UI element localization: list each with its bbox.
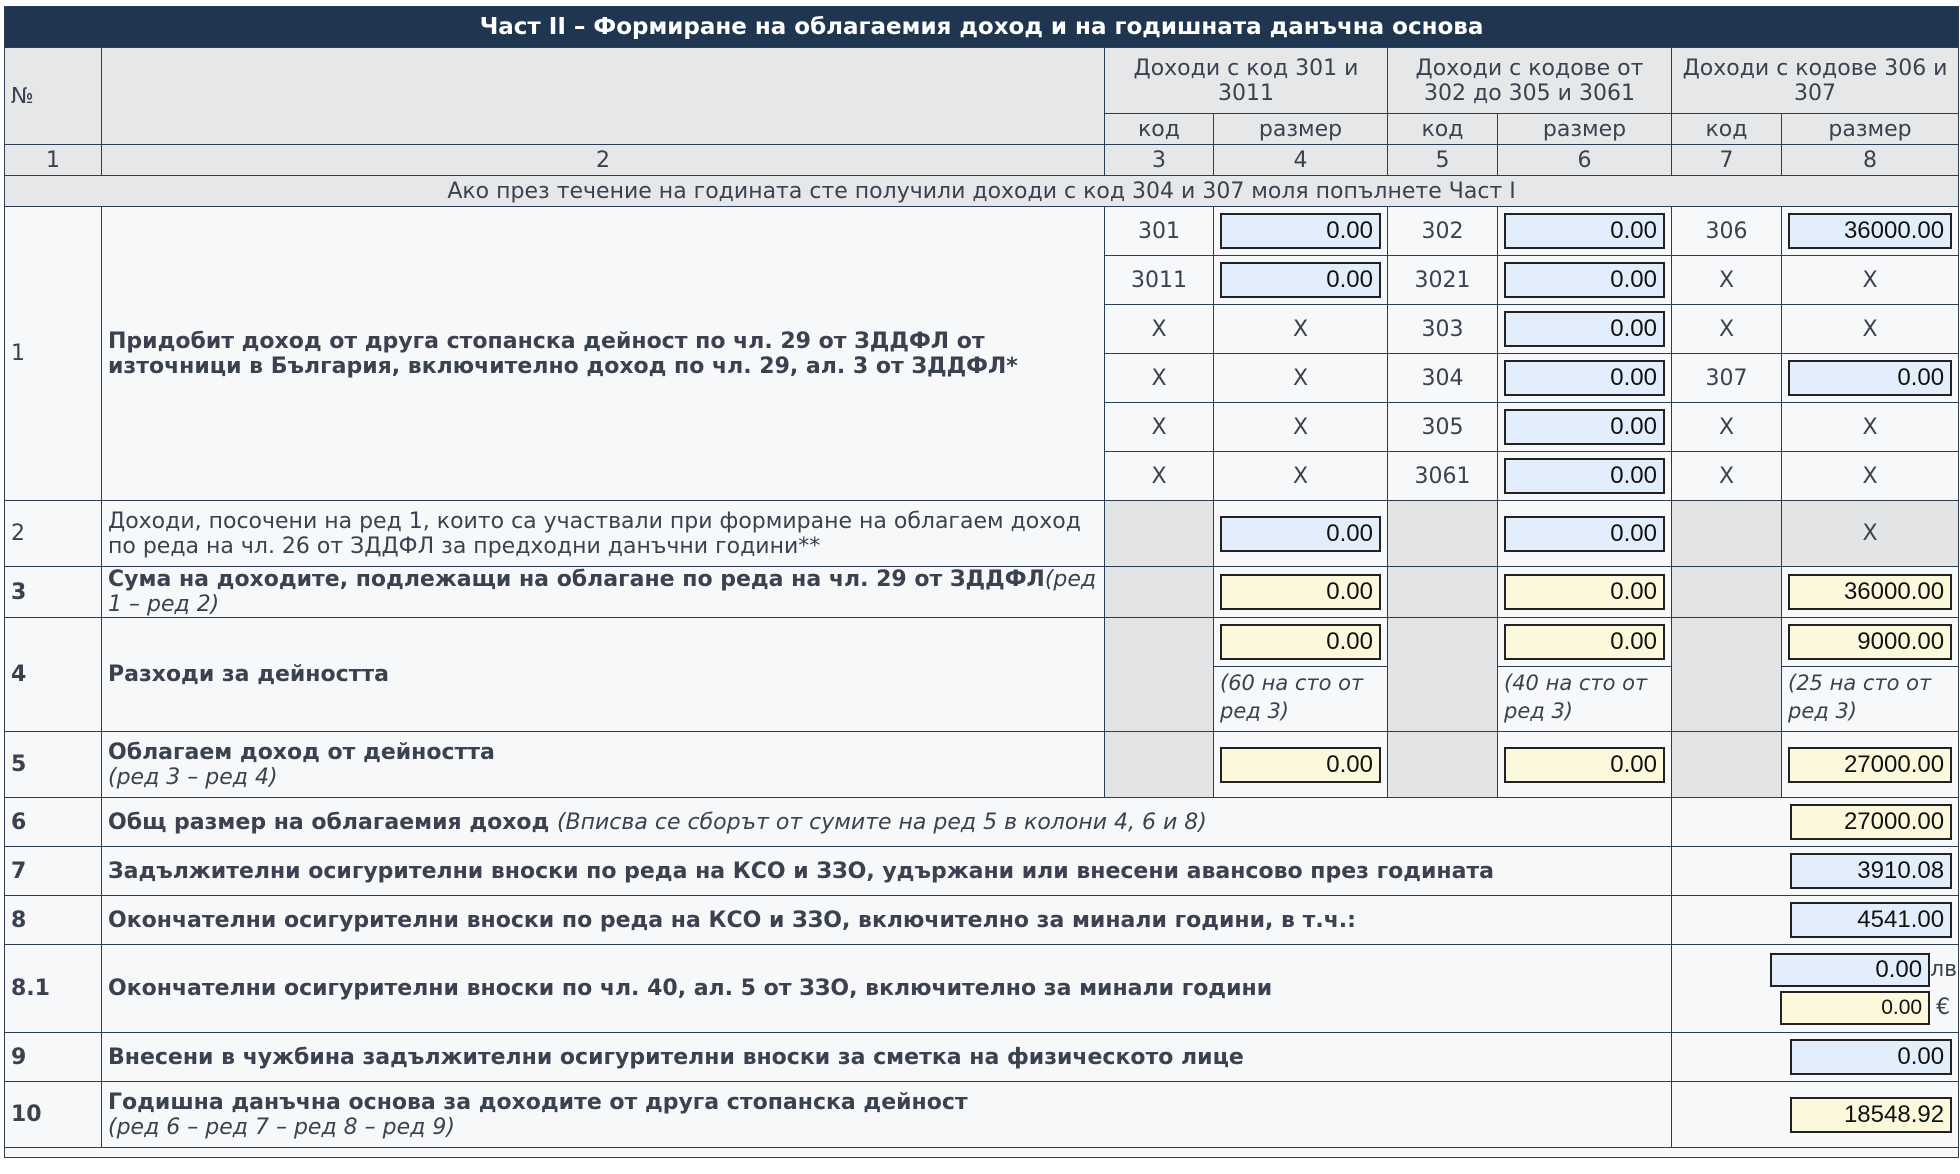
row-6-label: Общ размер на облагаемия доход bbox=[108, 809, 550, 835]
x-mark: X bbox=[1105, 452, 1214, 501]
income-304-input[interactable]: 0.00 bbox=[1504, 360, 1665, 396]
row-8-label: Окончателни осигурителни вноски по реда на КСО и ЗЗО, включително за минали години, в т.ч.: bbox=[102, 896, 1672, 945]
row-10-number: 10 bbox=[5, 1082, 102, 1148]
row-10-label: Годишна данъчна основа за доходите от друга стопанска дейност bbox=[108, 1089, 968, 1115]
row-8-1-label: Окончателни осигурителни вноски по чл. 40, ал. 5 от ЗЗО, включително за минали години bbox=[102, 945, 1672, 1033]
row-2-col-6-input[interactable]: 0.00 bbox=[1504, 516, 1665, 552]
row-5-formula: (ред 3 – ред 4) bbox=[108, 764, 278, 790]
row-8-number: 8 bbox=[5, 896, 102, 945]
income-3011-input[interactable]: 0.00 bbox=[1220, 262, 1381, 298]
x-mark: X bbox=[1214, 452, 1388, 501]
row-4-col-4-percent: (60 на сто от ред 3) bbox=[1214, 667, 1388, 732]
code-cell: 303 bbox=[1388, 305, 1498, 354]
part-two-table bbox=[4, 6, 1959, 1158]
header-amount: размер bbox=[1782, 114, 1959, 145]
code-cell: 3011 bbox=[1105, 256, 1214, 305]
header-group-306: Доходи с кодове 306 и 307 bbox=[1672, 48, 1959, 114]
row-10-formula: (ред 6 – ред 7 – ред 8 – ред 9) bbox=[108, 1114, 455, 1140]
header-code: код bbox=[1388, 114, 1498, 145]
column-number: 5 bbox=[1388, 145, 1498, 176]
currency-bgn-label: лв bbox=[1930, 957, 1958, 982]
column-number: 4 bbox=[1214, 145, 1388, 176]
disabled-cell bbox=[1672, 618, 1782, 732]
row-1-label: Придобит доход от друга стопанска дейност по чл. 29 от ЗДДФЛ от източници в България, включително доход по чл. 29, ал. 3 от ЗДДФЛ* bbox=[102, 207, 1105, 501]
income-305-input[interactable]: 0.00 bbox=[1504, 409, 1665, 445]
row-4-col-6-value: 0.00 bbox=[1504, 624, 1665, 660]
column-number: 8 bbox=[1782, 145, 1959, 176]
disabled-cell bbox=[1672, 732, 1782, 798]
income-302-input[interactable]: 0.00 bbox=[1504, 213, 1665, 249]
row-3-col-6-value: 0.00 bbox=[1504, 574, 1665, 610]
row-8-1-number: 8.1 bbox=[5, 945, 102, 1033]
header-code: код bbox=[1672, 114, 1782, 145]
disabled-cell bbox=[1672, 567, 1782, 618]
disabled-cell bbox=[1105, 567, 1214, 618]
header-number: № bbox=[5, 48, 102, 145]
disabled-cell bbox=[1388, 618, 1498, 732]
row-4-col-8-value: 9000.00 bbox=[1788, 624, 1952, 660]
row-7-label: Задължителни осигурителни вноски по реда на КСО и ЗЗО, удържани или внесени авансово през годината bbox=[102, 847, 1672, 896]
column-number: 3 bbox=[1105, 145, 1214, 176]
row-6-note: (Вписва се сборът от сумите на ред 5 в колони 4, 6 и 8) bbox=[556, 809, 1207, 835]
x-mark: X bbox=[1105, 403, 1214, 452]
code-cell: 304 bbox=[1388, 354, 1498, 403]
code-cell: 305 bbox=[1388, 403, 1498, 452]
row-3-col-4-value: 0.00 bbox=[1220, 574, 1381, 610]
x-mark: X bbox=[1782, 305, 1959, 354]
header-amount: размер bbox=[1214, 114, 1388, 145]
row-3-number: 3 bbox=[5, 567, 102, 618]
code-cell: 3021 bbox=[1388, 256, 1498, 305]
disabled-cell bbox=[1388, 732, 1498, 798]
column-number: 2 bbox=[102, 145, 1105, 176]
x-mark: X bbox=[1214, 305, 1388, 354]
income-306-input[interactable]: 36000.00 bbox=[1788, 213, 1952, 249]
row-7-number: 7 bbox=[5, 847, 102, 896]
row-3-col-8-value: 36000.00 bbox=[1788, 574, 1952, 610]
header-code: код bbox=[1105, 114, 1214, 145]
row-9-input[interactable]: 0.00 bbox=[1790, 1039, 1952, 1075]
x-mark: X bbox=[1105, 305, 1214, 354]
income-3061-input[interactable]: 0.00 bbox=[1504, 458, 1665, 494]
row-4-number: 4 bbox=[5, 618, 102, 732]
header-group-302: Доходи с кодове от 302 до 305 и 3061 bbox=[1388, 48, 1672, 114]
income-307-input[interactable]: 0.00 bbox=[1788, 360, 1952, 396]
column-number: 7 bbox=[1672, 145, 1782, 176]
x-mark: X bbox=[1782, 256, 1959, 305]
currency-eur-label: € bbox=[1936, 995, 1951, 1020]
table-bottom-edge bbox=[5, 1148, 1959, 1158]
row-5-number: 5 bbox=[5, 732, 102, 798]
disabled-cell bbox=[1105, 732, 1214, 798]
row-6-value: 27000.00 bbox=[1790, 804, 1952, 840]
part-one-note: Ако през течение на годината сте получили доходи с код 304 и 307 моля попълнете Част I bbox=[5, 176, 1959, 207]
x-mark: X bbox=[1672, 256, 1782, 305]
row-9-number: 9 bbox=[5, 1033, 102, 1082]
x-mark: X bbox=[1105, 354, 1214, 403]
row-4-col-8-percent: (25 на сто от ред 3) bbox=[1782, 667, 1959, 732]
code-cell: 3061 bbox=[1388, 452, 1498, 501]
code-cell: 307 bbox=[1672, 354, 1782, 403]
x-mark: X bbox=[1672, 305, 1782, 354]
row-10-value: 18548.92 bbox=[1790, 1097, 1952, 1133]
x-mark: X bbox=[1782, 403, 1959, 452]
row-5-col-4-value: 0.00 bbox=[1220, 747, 1381, 783]
x-mark: X bbox=[1214, 403, 1388, 452]
row-5-col-8-value: 27000.00 bbox=[1788, 747, 1952, 783]
row-4-label: Разходи за дейността bbox=[102, 618, 1105, 732]
x-mark: X bbox=[1672, 403, 1782, 452]
row-2-label: Доходи, посочени на ред 1, които са участвали при формиране на облагаем доход по реда на чл. 26 от ЗДДФЛ за предходни данъчни години** bbox=[102, 501, 1105, 567]
code-cell: 301 bbox=[1105, 207, 1214, 256]
row-8-input[interactable]: 4541.00 bbox=[1790, 902, 1952, 938]
row-2-col-4-input[interactable]: 0.00 bbox=[1220, 516, 1381, 552]
row-5-label: Облагаем доход от дейността bbox=[108, 739, 495, 765]
row-7-input[interactable]: 3910.08 bbox=[1790, 853, 1952, 889]
disabled-cell bbox=[1672, 501, 1782, 567]
section-title: Част II – Формиране на облагаемия доход и на годишната данъчна основа bbox=[5, 7, 1959, 48]
x-mark: X bbox=[1214, 354, 1388, 403]
row-9-label: Внесени в чужбина задължителни осигурителни вноски за сметка на физическото лице bbox=[102, 1033, 1672, 1082]
income-303-input[interactable]: 0.00 bbox=[1504, 311, 1665, 347]
row-3-formula: (ред 1 – ред 2) bbox=[108, 567, 1097, 617]
row-4-col-4-value: 0.00 bbox=[1220, 624, 1381, 660]
row-1-number: 1 bbox=[5, 207, 102, 501]
x-mark: X bbox=[1672, 452, 1782, 501]
row-4-col-6-percent: (40 на сто от ред 3) bbox=[1498, 667, 1672, 732]
disabled-cell bbox=[1388, 567, 1498, 618]
row-8-1-bgn-input[interactable]: 0.00 bbox=[1770, 953, 1930, 987]
disabled-cell bbox=[1105, 501, 1214, 567]
column-number: 6 bbox=[1498, 145, 1672, 176]
header-amount: размер bbox=[1498, 114, 1672, 145]
row-3-label: Сума на доходите, подлежащи на облагане по реда на чл. 29 от ЗДДФЛ bbox=[108, 567, 1045, 592]
header-group-301: Доходи с код 301 и 3011 bbox=[1105, 48, 1388, 114]
row-5-col-6-value: 0.00 bbox=[1504, 747, 1665, 783]
x-mark: X bbox=[1782, 452, 1959, 501]
code-cell: 302 bbox=[1388, 207, 1498, 256]
code-cell: 306 bbox=[1672, 207, 1782, 256]
row-8-1-eur-value: 0.00 bbox=[1780, 991, 1930, 1025]
disabled-cell bbox=[1388, 501, 1498, 567]
income-301-input[interactable]: 0.00 bbox=[1220, 213, 1381, 249]
income-3021-input[interactable]: 0.00 bbox=[1504, 262, 1665, 298]
row-2-number: 2 bbox=[5, 501, 102, 567]
row-6-number: 6 bbox=[5, 798, 102, 847]
disabled-cell bbox=[1105, 618, 1214, 732]
column-number: 1 bbox=[5, 145, 102, 176]
header-description bbox=[102, 48, 1105, 145]
x-mark: X bbox=[1782, 501, 1959, 567]
